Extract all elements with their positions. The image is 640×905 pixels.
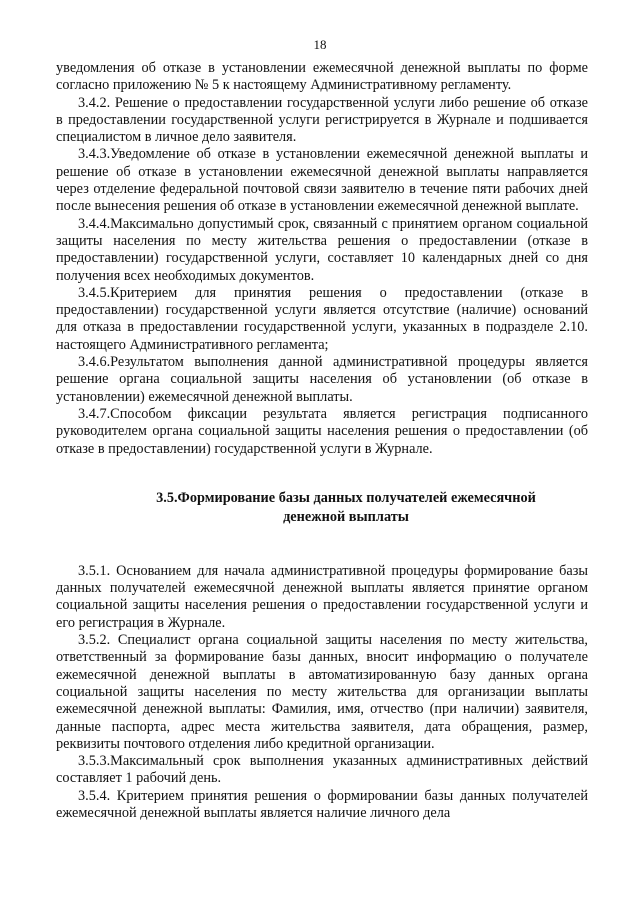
paragraph-3-4-4: 3.4.4.Максимально допустимый срок, связанный с принятием органом социальной защиты населения по месту жительства решения о предоставлении (отказе в предоставлении) государственной услуги, составляет 10 календарных дней со дня получения всех необходимых документов. <box>56 215 588 284</box>
paragraph-3-5-3: 3.5.3.Максимальный срок выполнения указанных административных действий составляет 1 рабочий день. <box>56 753 588 787</box>
paragraph-3-5-2: 3.5.2. Специалист органа социальной защиты населения по месту жительства, ответственный за формирование базы данных, вносит информацию о получателе ежемесячной денежной выплаты в автоматизированную базу данных органа социальной защиты населения по месту жительства для организации выплаты ежемесячной денежной выплаты: Фамилия, имя, отчество (при наличии) заявителя, данные паспорта, адрес места жительства заявителя, дата обращения, размер, реквизиты почтового отделения либо кредитной организации. <box>56 632 588 752</box>
paragraph-3-4-6: 3.4.6.Результатом выполнения данной административной процедуры является решение органа социальной защиты населения об установлении (об отказе в установлении) ежемесячной денежной выплаты. <box>56 354 588 405</box>
paragraph-3-4-7: 3.4.7.Способом фиксации результата является регистрация подписанного руководителем органа социальной защиты населения решения о предоставлении (об отказе в предоставлении) государственной услуги в Журнале. <box>56 405 588 457</box>
paragraph-3-5-1: 3.5.1. Основанием для начала административной процедуры формирование базы данных получателей ежемесячной денежной выплаты является принятие органом социальной защиты населения решения о предоставлении государственной услуги и его регистрация в Журнале. <box>56 562 588 631</box>
page-number: 18 <box>313 37 327 52</box>
paragraph-3-5-4: 3.5.4. Критерием принятия решения о формировании базы данных получателей ежемесячной денежной выплаты является наличие личного дела <box>56 787 588 821</box>
spacer <box>56 458 588 489</box>
document-body <box>56 60 588 822</box>
spacer <box>56 527 588 563</box>
section-heading-line-1: 3.5.Формирование базы данных получателей ежемесячной <box>156 489 536 506</box>
paragraph-continuation: уведомления об отказе в установлении ежемесячной денежной выплаты по форме согласно приложению № 5 к настоящему Административному регламенту. <box>56 60 588 94</box>
paragraph-3-4-2: 3.4.2. Решение о предоставлении государственной услуги либо решение об отказе в предоставлении государственной услуги регистрируется в Журнале и подшивается специалистом в личное дело заявителя. <box>56 94 588 146</box>
paragraph-3-4-3: 3.4.3.Уведомление об отказе в установлении ежемесячной денежной выплаты и решение об отказе в установлении ежемесячной денежной выплаты направляется через отделение федеральной почтовой связи заявителю в течение пяти рабочих дней после вынесения решения об отказе в установлении ежемесячной денежной выплате. <box>56 146 588 215</box>
section-heading-line-2: денежной выплаты <box>283 508 409 525</box>
paragraph-3-4-5: 3.4.5.Критерием для принятия решения о предоставлении (отказе в предоставлении) государственной услуги является отсутствие (наличие) оснований для отказа в предоставлении государственной услуги, указанных в подразделе 2.10. настоящего Административного регламента; <box>56 284 588 353</box>
